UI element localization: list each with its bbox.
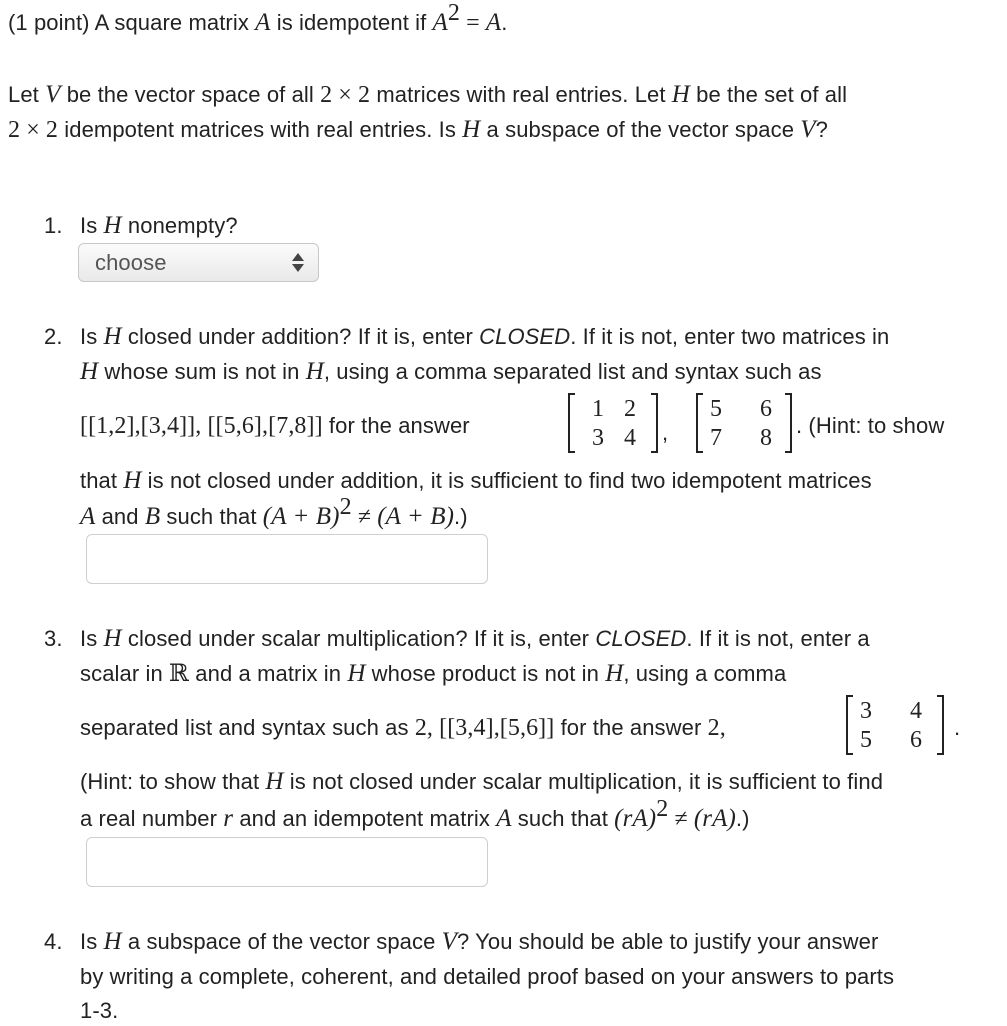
matrix-separator-comma: , <box>662 420 669 445</box>
question-3-line-4: (Hint: to show that H is not closed under scalar multiplication, it is sufficient to find <box>80 768 884 795</box>
problem-statement-line-2: Let V be the vector space of all 2 × 2 matrices with real entries. Let H be the set of all <box>8 81 848 108</box>
question-4-line-1: Is H a subspace of the vector space V? You should be able to justify your answer <box>80 928 879 955</box>
question-4-number: 4. <box>44 929 63 954</box>
question-2-line-5: A and B such that $(A + B)^2 \ne (A + B)$.) <box>80 494 468 530</box>
question-4-line-3: 1-3. <box>80 998 119 1023</box>
question-2-line-3: [[1,2],[3,4]], [[5,6],[7,8]] for the answer <box>80 413 470 439</box>
question-2-hint-start: . (Hint: to show <box>796 413 945 438</box>
example-matrix-2: 5 6 7 8 <box>696 393 792 453</box>
scalar-answer-input[interactable] <box>86 837 488 887</box>
nonempty-select[interactable] <box>78 243 319 282</box>
question-2-line-4: that H is not closed under addition, it is sufficient to find two idempotent matrices <box>80 467 872 494</box>
problem-statement-line-1: (1 point) A square matrix A is idempotent if $A^2 = A$. <box>8 0 508 36</box>
question-2-number: 2. <box>44 324 63 349</box>
question-3-line-1: Is H closed under scalar multiplication? If it is, enter CLOSED. If it is not, enter a <box>80 625 870 652</box>
example-matrix-1: 1 2 3 4 <box>568 393 658 453</box>
question-2-line-1: Is H closed under addition? If it is, enter CLOSED. If it is not, enter two matrices in <box>80 323 890 350</box>
question-1-text: Is H nonempty? <box>80 212 238 239</box>
question-3-period: . <box>954 715 961 740</box>
problem-statement-line-3: 2 × 2 idempotent matrices with real entries. Is H a subspace of the vector space V? <box>8 116 828 143</box>
addition-answer-input[interactable] <box>86 534 488 584</box>
question-1-number: 1. <box>44 213 63 238</box>
question-3-line-2: scalar in ℝ and a matrix in H whose product is not in H, using a comma <box>80 660 787 687</box>
question-3-line-3: separated list and syntax such as 2, [[3,4],[5,6]] for the answer 2, <box>80 715 726 741</box>
question-4-line-2: by writing a complete, coherent, and detailed proof based on your answers to parts <box>80 964 895 989</box>
question-3-line-5: a real number r and an idempotent matrix A such that (rA)$^2$ ≠ (rA).) <box>80 796 750 832</box>
example-matrix-3: 3 4 5 6 <box>846 695 944 755</box>
question-3-number: 3. <box>44 626 63 651</box>
select-arrows-icon <box>292 252 304 274</box>
question-2-line-2: H whose sum is not in H, using a comma separated list and syntax such as <box>80 358 822 385</box>
nonempty-select-value: choose <box>95 250 167 275</box>
